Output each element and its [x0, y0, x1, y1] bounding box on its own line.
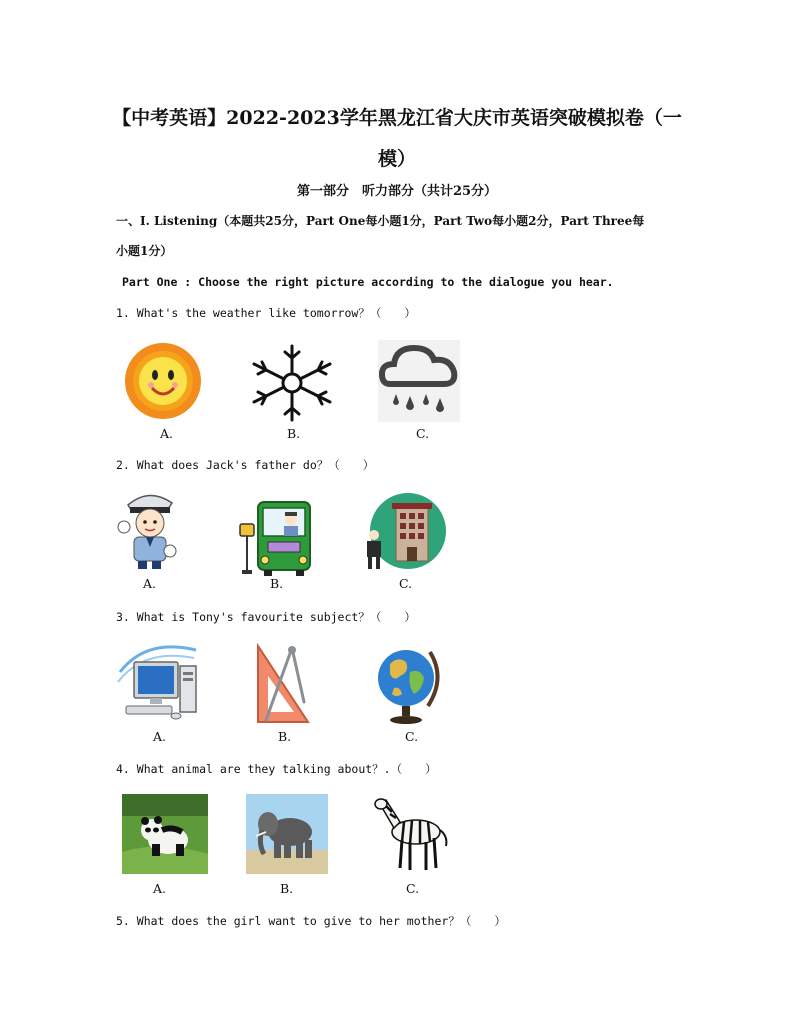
page-title-line-1: 【中考英语】2022-2023学年黑龙江省大庆市英语突破模拟卷（一 — [112, 107, 682, 129]
panda-icon — [122, 794, 208, 874]
globe-icon — [376, 642, 442, 726]
policeman-icon — [116, 487, 182, 571]
question-3-option-a: A. — [153, 729, 167, 744]
question-4-option-c: C. — [406, 881, 420, 896]
question-3-option-c: C. — [405, 729, 419, 744]
question-4-option-b: B. — [280, 881, 294, 896]
page-title-line-2: 模） — [377, 148, 416, 170]
elephant-icon — [246, 794, 328, 874]
question-4-text: 4. What animal are they talking about？.（ ） — [116, 762, 437, 776]
section-heading-line-2: 小题1分） — [116, 244, 173, 258]
question-4-option-a: A. — [153, 881, 167, 896]
ruler-compass-icon — [254, 642, 312, 726]
question-1-option-a: A. — [160, 426, 174, 441]
rain-cloud-icon — [378, 340, 460, 422]
question-1-option-b: B. — [287, 426, 301, 441]
question-2-option-a: A. — [143, 576, 157, 591]
question-5-text: 5. What does the girl want to give to her mother？（ ） — [116, 914, 506, 928]
computer-icon — [116, 642, 202, 724]
section-heading-line-1: 一、I. Listening（本题共25分，Part One每小题1分，Part Two每小题2分，Part Three每 — [116, 214, 645, 228]
zebra-icon — [370, 792, 454, 874]
question-2-text: 2. What does Jack's father do？（ ） — [116, 458, 375, 472]
hotel-icon — [362, 493, 448, 573]
sun-icon — [122, 340, 204, 422]
part-one-instruction: Part One : Choose the right picture according to the dialogue you hear. — [122, 275, 614, 289]
question-2-option-b: B. — [270, 576, 284, 591]
question-3-option-b: B. — [278, 729, 292, 744]
part-title: 第一部分 听力部分（共计25分） — [296, 184, 498, 199]
question-2-option-c: C. — [399, 576, 413, 591]
bus-driver-icon — [236, 498, 316, 578]
question-3-text: 3. What is Tony's favourite subject？（ ） — [116, 610, 416, 624]
question-1-text: 1. What's the weather like tomorrow？（ ） — [116, 306, 416, 320]
snowflake-icon — [250, 344, 334, 422]
question-1-option-c: C. — [416, 426, 430, 441]
